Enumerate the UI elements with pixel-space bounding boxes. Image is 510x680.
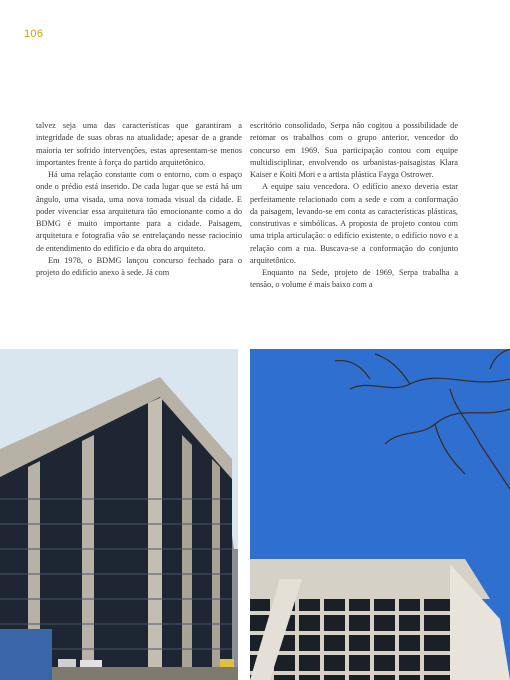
concrete-pier: [148, 397, 162, 667]
left-text-column: [36, 120, 242, 279]
concrete-pier: [212, 459, 220, 667]
parked-car: [80, 660, 102, 667]
page-number: 106: [24, 28, 44, 40]
street: [52, 667, 238, 680]
building-sky-illustration: [250, 349, 510, 680]
paragraph: Em 1978, o BDMG lançou concurso fechado para o projeto do edifício anexo à sede. Já com: [36, 255, 242, 277]
concrete-pier: [82, 435, 94, 667]
blue-street-wall: [0, 629, 52, 680]
paragraph: escritório consolidado, Serpa não cogitou a possibilidade de retomar os trabalhos com o grupo anterior, vencedor do concurso em 1969. Sua participação contou com equipe multidisciplinar, envolvendo os urbanistas-paisagistas Klara Kaiser e Koiti Mori e a artista plástica Fayga Ostrower.: [250, 121, 458, 179]
photo-building-facade: [0, 349, 238, 680]
paragraph: talvez seja uma das características que garantiram a integridade de suas obras na atualidade; apesar de a grande maioria ter sofrido intervenções, estas apresentam-se menos importantes frente à força do partido arquitetônico.: [36, 121, 242, 167]
parked-car: [220, 659, 234, 667]
parked-car: [58, 659, 76, 667]
photo-building-sky: [250, 349, 510, 680]
paragraph: Enquanto na Sede, projeto de 1969, Serpa trabalha a tensão, o volume é mais baixo com a: [250, 268, 458, 290]
concrete-pier: [182, 435, 192, 667]
paragraph: A equipe saiu vencedora. O edifício anexo deveria estar perfeitamente relacionado com a sede e com a conformação da paisagem, levando-se em conta as características plásticas, construtivas e simbólicas. A proposta de projeto contou com uma tripla articulação: o edifício existente, o edifício novo e a relação com a rua. Buscava-se a conformação do conjunto arquitetônico.: [250, 182, 458, 265]
right-text-column: [250, 120, 458, 292]
paragraph: Há uma relação constante com o entorno, com o espaço onde o prédio está inserido. De cada lugar que se está há um ângulo, uma visada, uma nova tomada visual da cidade. E poder vivenciar essa arquitetura tão emocionante como a do BDMG é muito importante para a cidade. Paisagem, arquitetura e fotografia vão se entrelaçando nesse raciocínio de entendimento do edifício e da obra do arquiteto.: [36, 170, 242, 253]
building-facade-illustration: [0, 349, 238, 680]
